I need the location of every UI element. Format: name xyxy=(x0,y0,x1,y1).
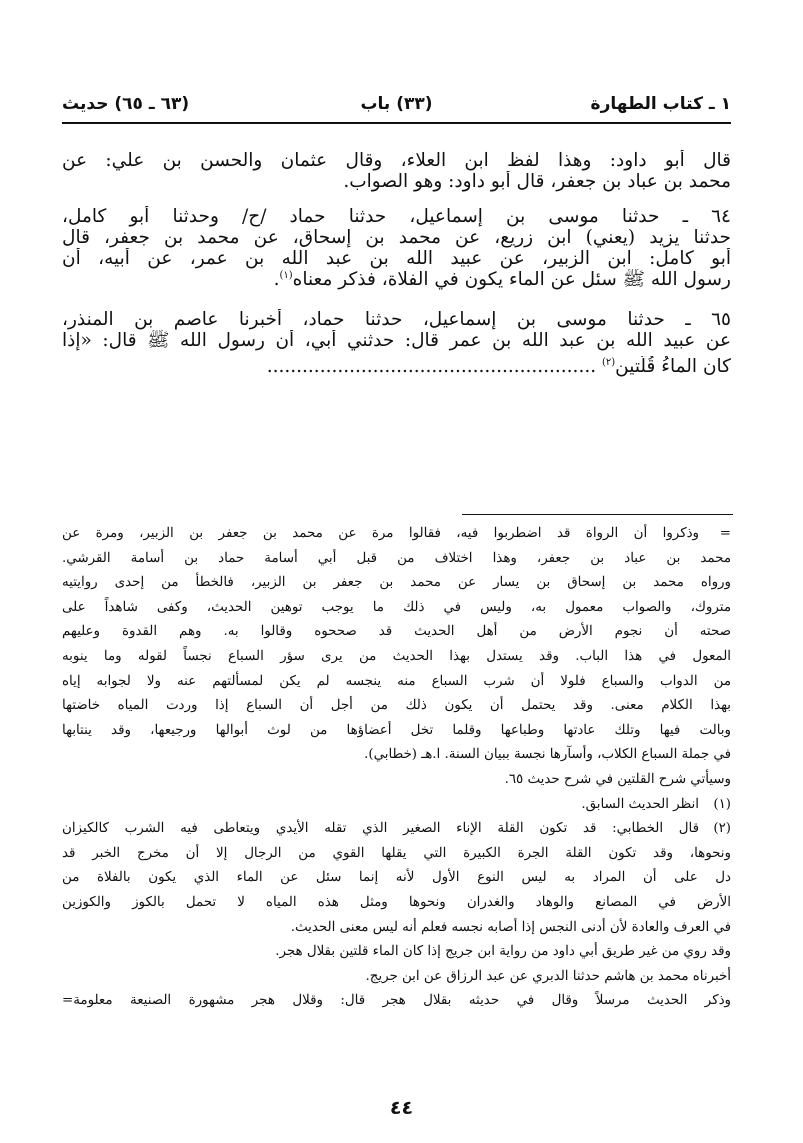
footnote-text: وقد روي من غير طريق أبي داود من رواية ابن جريج إذا كان الماء قلتين بقلال هجر. xyxy=(275,944,731,960)
footnote-text: وذكر الحديث مرسلاً وقال في حديثه بقلال هجر قال: وقلال هجر مشهورة الصنيعة معلومة= xyxy=(62,993,731,1009)
footnote-text: قال الخطابي: قد تكون القلة الإناء الصغير الذي تقله الأيدي ويتعاطى فيه الشرب كالكيزان xyxy=(62,821,699,837)
footnote-line xyxy=(62,571,731,596)
text-fragment: كان الماءُ قُلَّتين xyxy=(615,356,731,377)
text-fragment: رسول الله ﷺ سئل عن الماء يكون في الفلاة، فذكر معناه xyxy=(292,269,731,290)
footnote-ref-2: (٢) xyxy=(601,356,616,368)
footnote-line xyxy=(62,670,731,695)
footnote-line xyxy=(62,842,731,867)
footnote-line xyxy=(62,891,731,916)
footnote-line xyxy=(62,916,731,941)
header-chapter: (٣٣) باب xyxy=(360,94,433,114)
footnote-line xyxy=(62,645,731,670)
text-line: ٦٥ ـ حدثنا موسى بن إسماعيل، حدثنا حماد، أخبرنا عاصم بن المنذر، xyxy=(62,309,731,330)
footnote-ref-1: (١) xyxy=(279,269,293,281)
text-line xyxy=(62,269,731,295)
footnote-rule xyxy=(462,514,733,515)
footnote-line xyxy=(62,620,731,645)
footnote-line xyxy=(62,694,731,719)
text-line: قال أبو داود: وهذا لفظ ابن العلاء، وقال عثمان والحسن بن علي: عن xyxy=(62,150,731,171)
footnote-text: انظر الحديث السابق. xyxy=(581,796,699,812)
footnote-text: وبالت فيها وتلك عادتها وطباعها وقلما تخل أعضاؤها من لوث أبوالها ورجيعها، وقد ينتابها xyxy=(62,722,731,738)
paragraph-hadith-64 xyxy=(62,206,731,295)
footnote-text: المعول في هذا الباب. وقد يستدل بهذا الحديث من يرى سؤر السباع نجساً لقوله وما ينوبه xyxy=(62,648,731,664)
text-line: حدثنا يزيد (يعني) ابن زريع، عن محمد بن إسحاق، عن محمد بن جعفر، قال xyxy=(62,227,731,248)
footnote-line xyxy=(62,719,731,744)
text-line: أبو كامل: ابن الزبير، عن عبيد الله بن عبد الله بن عمر، عن أبيه، أن xyxy=(62,248,731,269)
header-book-title: ١ ـ كتاب الطهارة xyxy=(590,94,731,114)
footnote-text: وذكروا أن الرواة قد اضطربوا فيه، فقالوا مرة عن محمد بن جعفر بن الزبير، ومرة عن xyxy=(62,526,699,541)
footnote-text: في جملة السباع الكلاب، وأسآرها نجسة ببيان السنة. ا.هـ (خطابي). xyxy=(364,747,731,763)
footnote-text: أخبرناه محمد بن هاشم حدثنا الدبري عن عبد الرزاق عن ابن جريج. xyxy=(365,968,731,984)
period: . xyxy=(273,269,280,290)
footnote-text: في العرف والعادة لأن أدنى النجس إذا أصابه نجسه فعلم أنه ليس معنى الحديث. xyxy=(290,919,731,935)
header-rule xyxy=(62,122,731,124)
footnote-text: بهذا الكلام معنى. وقد يحتمل أن يكون ذلك من أجل أن السباع إذا وردت المياه خاضتها xyxy=(62,698,731,714)
footnote-line xyxy=(62,596,731,621)
footnote-2-mark: (٢) xyxy=(713,821,731,837)
text-line: عن عبيد الله بن عبد الله بن عمر قال: حدثني أبي، أن رسول الله ﷺ قال: «إذا xyxy=(62,330,731,351)
footnote-line xyxy=(62,940,731,965)
footnote-1 xyxy=(62,793,731,818)
continuation-mark: = xyxy=(719,526,731,541)
footnote-text: وسيأتي شرح القلتين في شرح حديث ٦٥. xyxy=(504,771,731,787)
paragraph-hadith-65 xyxy=(62,309,731,377)
footnote-text: محمد بن عباد بن جعفر، وهذا اختلاف من قبل أبي أسامة حماد بن أسامة القرشي. xyxy=(62,550,731,566)
running-header xyxy=(62,94,731,120)
footnote-line xyxy=(62,547,731,572)
footnote-text: ورواه محمد بن إسحاق بن يسار عن محمد بن جعفر بن الزبير، فالخطأ من إحدى روايتيه xyxy=(62,575,731,591)
text-line xyxy=(62,356,731,377)
footnote-line xyxy=(62,522,731,547)
footnote-text: متروك، والصواب معمول به، وليس في ذلك ما يوجب توهين الحديث، وكفى شاهداً على xyxy=(62,599,731,615)
footnote-line xyxy=(62,965,731,990)
footnote-line xyxy=(62,768,731,793)
footnote-line xyxy=(62,866,731,891)
main-text xyxy=(62,150,731,391)
footnote-1-mark: (١) xyxy=(713,796,731,812)
footnote-2 xyxy=(62,817,731,842)
text-line: ٦٤ ـ حدثنا موسى بن إسماعيل، حدثنا حماد /ح/ وحدثنا أبو كامل، xyxy=(62,206,731,227)
paragraph-abu-dawud-note xyxy=(62,150,731,192)
header-hadith-range: (٦٣ ـ ٦٥) حديث xyxy=(62,94,190,114)
footnote-text: من الدواب والسباع فلولا أن شرب السباع منه ينجسه لم يكن لمسألتهم عنه ولا لجوابه إياه xyxy=(62,673,731,689)
text-line: محمد بن عباد بن جعفر، قال أبو داود: وهو الصواب. xyxy=(343,171,731,192)
footnote-text: الأرض في المصانع والوهاد والغدران ونحوها ومثل هذه المياه لا تحمل بالكوز والكوزين xyxy=(62,894,731,910)
footnote-text: ونحوها، وقد تكون القلة الجرة الكبيرة التي يقلها القوي من الرجال إلا أن مخرج الخبر قد xyxy=(62,845,731,861)
ellipsis-dots: ........................................................ xyxy=(266,356,597,377)
footnote-line xyxy=(62,989,731,1014)
footnote-line xyxy=(62,743,731,768)
footnote-text: دل على أن المراد به ليس النوع الأول لأنه إنما سئل عن الماء الذي يكون بالفلاة من xyxy=(62,870,731,886)
page-number: ٤٤ xyxy=(389,1097,414,1119)
footnote-text: صحته أن نجوم الأرض من أهل الحديث قد صححوه وقالوا به. وهم القدوة وعليهم xyxy=(62,624,731,640)
footnotes xyxy=(62,522,731,1014)
